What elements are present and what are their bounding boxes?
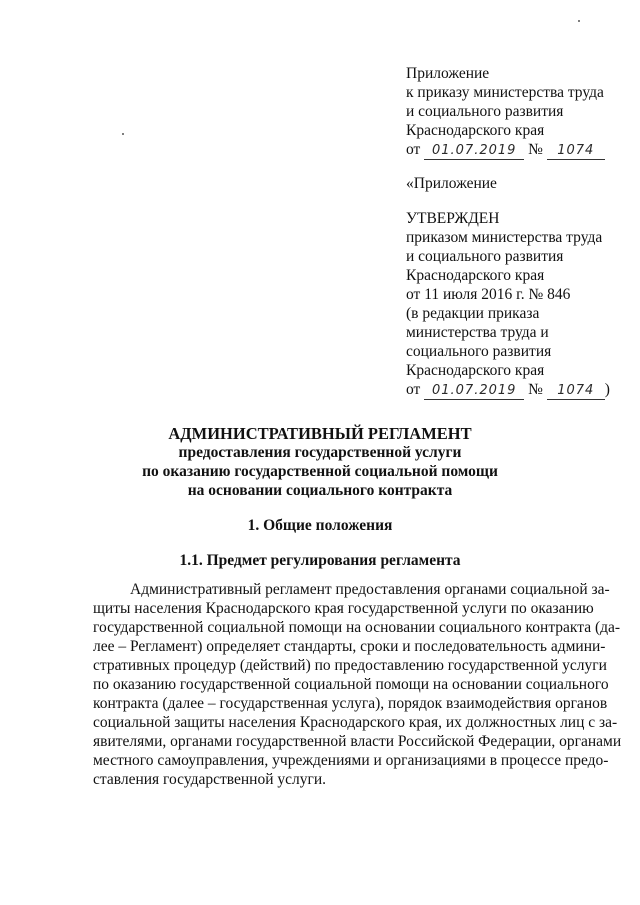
header-line: Краснодарского края [406, 122, 545, 139]
approval-date-line [406, 380, 610, 400]
handwritten-date: 01.07.2019 [424, 141, 524, 160]
document-subtitle: предоставления государственной услуги [178, 444, 462, 461]
section-heading: 1. Общие положения [247, 517, 393, 534]
approval-heading: УТВЕРЖДЕН [406, 210, 500, 227]
paragraph-line: стративных процедур (действий) по предоставлению государственной услуги [93, 657, 607, 674]
number-prefix: № [528, 381, 543, 398]
approval-line: министерства труда и [406, 324, 549, 341]
approval-line: Краснодарского края [406, 362, 545, 379]
paragraph-line: Административный регламент предоставления органами социальной за- [130, 581, 610, 598]
date-prefix: от [406, 381, 421, 398]
handwritten-number: 1074 [547, 381, 605, 400]
scan-speck [578, 20, 580, 22]
subsection-heading: 1.1. Предмет регулирования регламента [179, 552, 461, 569]
paragraph-line: по оказанию государственной социальной помощи на основании социального [93, 676, 609, 693]
paragraph-line: местного самоуправления, учреждениями и организациями в процессе предо- [93, 752, 609, 769]
quote-open-label: «Приложение [406, 175, 497, 192]
approval-line: социального развития [406, 343, 552, 360]
header-line: Приложение [406, 65, 490, 82]
document-title: АДМИНИСТРАТИВНЫЙ РЕГЛАМЕНТ [168, 424, 472, 443]
paragraph-line: контракта (далее – государственная услуга), порядок взаимодействия органов [93, 695, 608, 712]
scan-speck [122, 133, 124, 135]
approval-line: Краснодарского края [406, 267, 545, 284]
document-subtitle: на основании социального контракта [187, 482, 453, 499]
approval-line: приказом министерства труда [406, 229, 603, 246]
handwritten-number: 1074 [547, 141, 605, 160]
number-prefix: № [528, 141, 543, 158]
handwritten-date: 01.07.2019 [424, 381, 524, 400]
document-subtitle: по оказанию государственной социальной помощи [142, 463, 498, 480]
header-line: к приказу министерства труда [406, 84, 604, 101]
header-date-line [406, 140, 605, 160]
paragraph-line: ставления государственной услуги. [93, 771, 327, 788]
paragraph-line: явителями, органами государственной власти Российской Федерации, органами [93, 733, 622, 750]
paragraph-line: щиты населения Краснодарского края государственной услуги по оказанию [93, 600, 594, 617]
date-prefix: от [406, 141, 421, 158]
paragraph-line: социальной защиты населения Краснодарского края, их должностных лиц с за- [93, 714, 618, 731]
paragraph-line: государственной социальной помощи на основании социального контракта (да- [93, 619, 621, 636]
close-paren: ) [604, 381, 610, 398]
header-line: и социального развития [406, 103, 564, 120]
paragraph-line: лее – Регламент) определяет стандарты, сроки и последовательность админи- [93, 638, 606, 655]
approval-line: (в редакции приказа [406, 305, 540, 322]
approval-line: и социального развития [406, 248, 564, 265]
approval-line: от 11 июля 2016 г. № 846 [406, 286, 571, 303]
